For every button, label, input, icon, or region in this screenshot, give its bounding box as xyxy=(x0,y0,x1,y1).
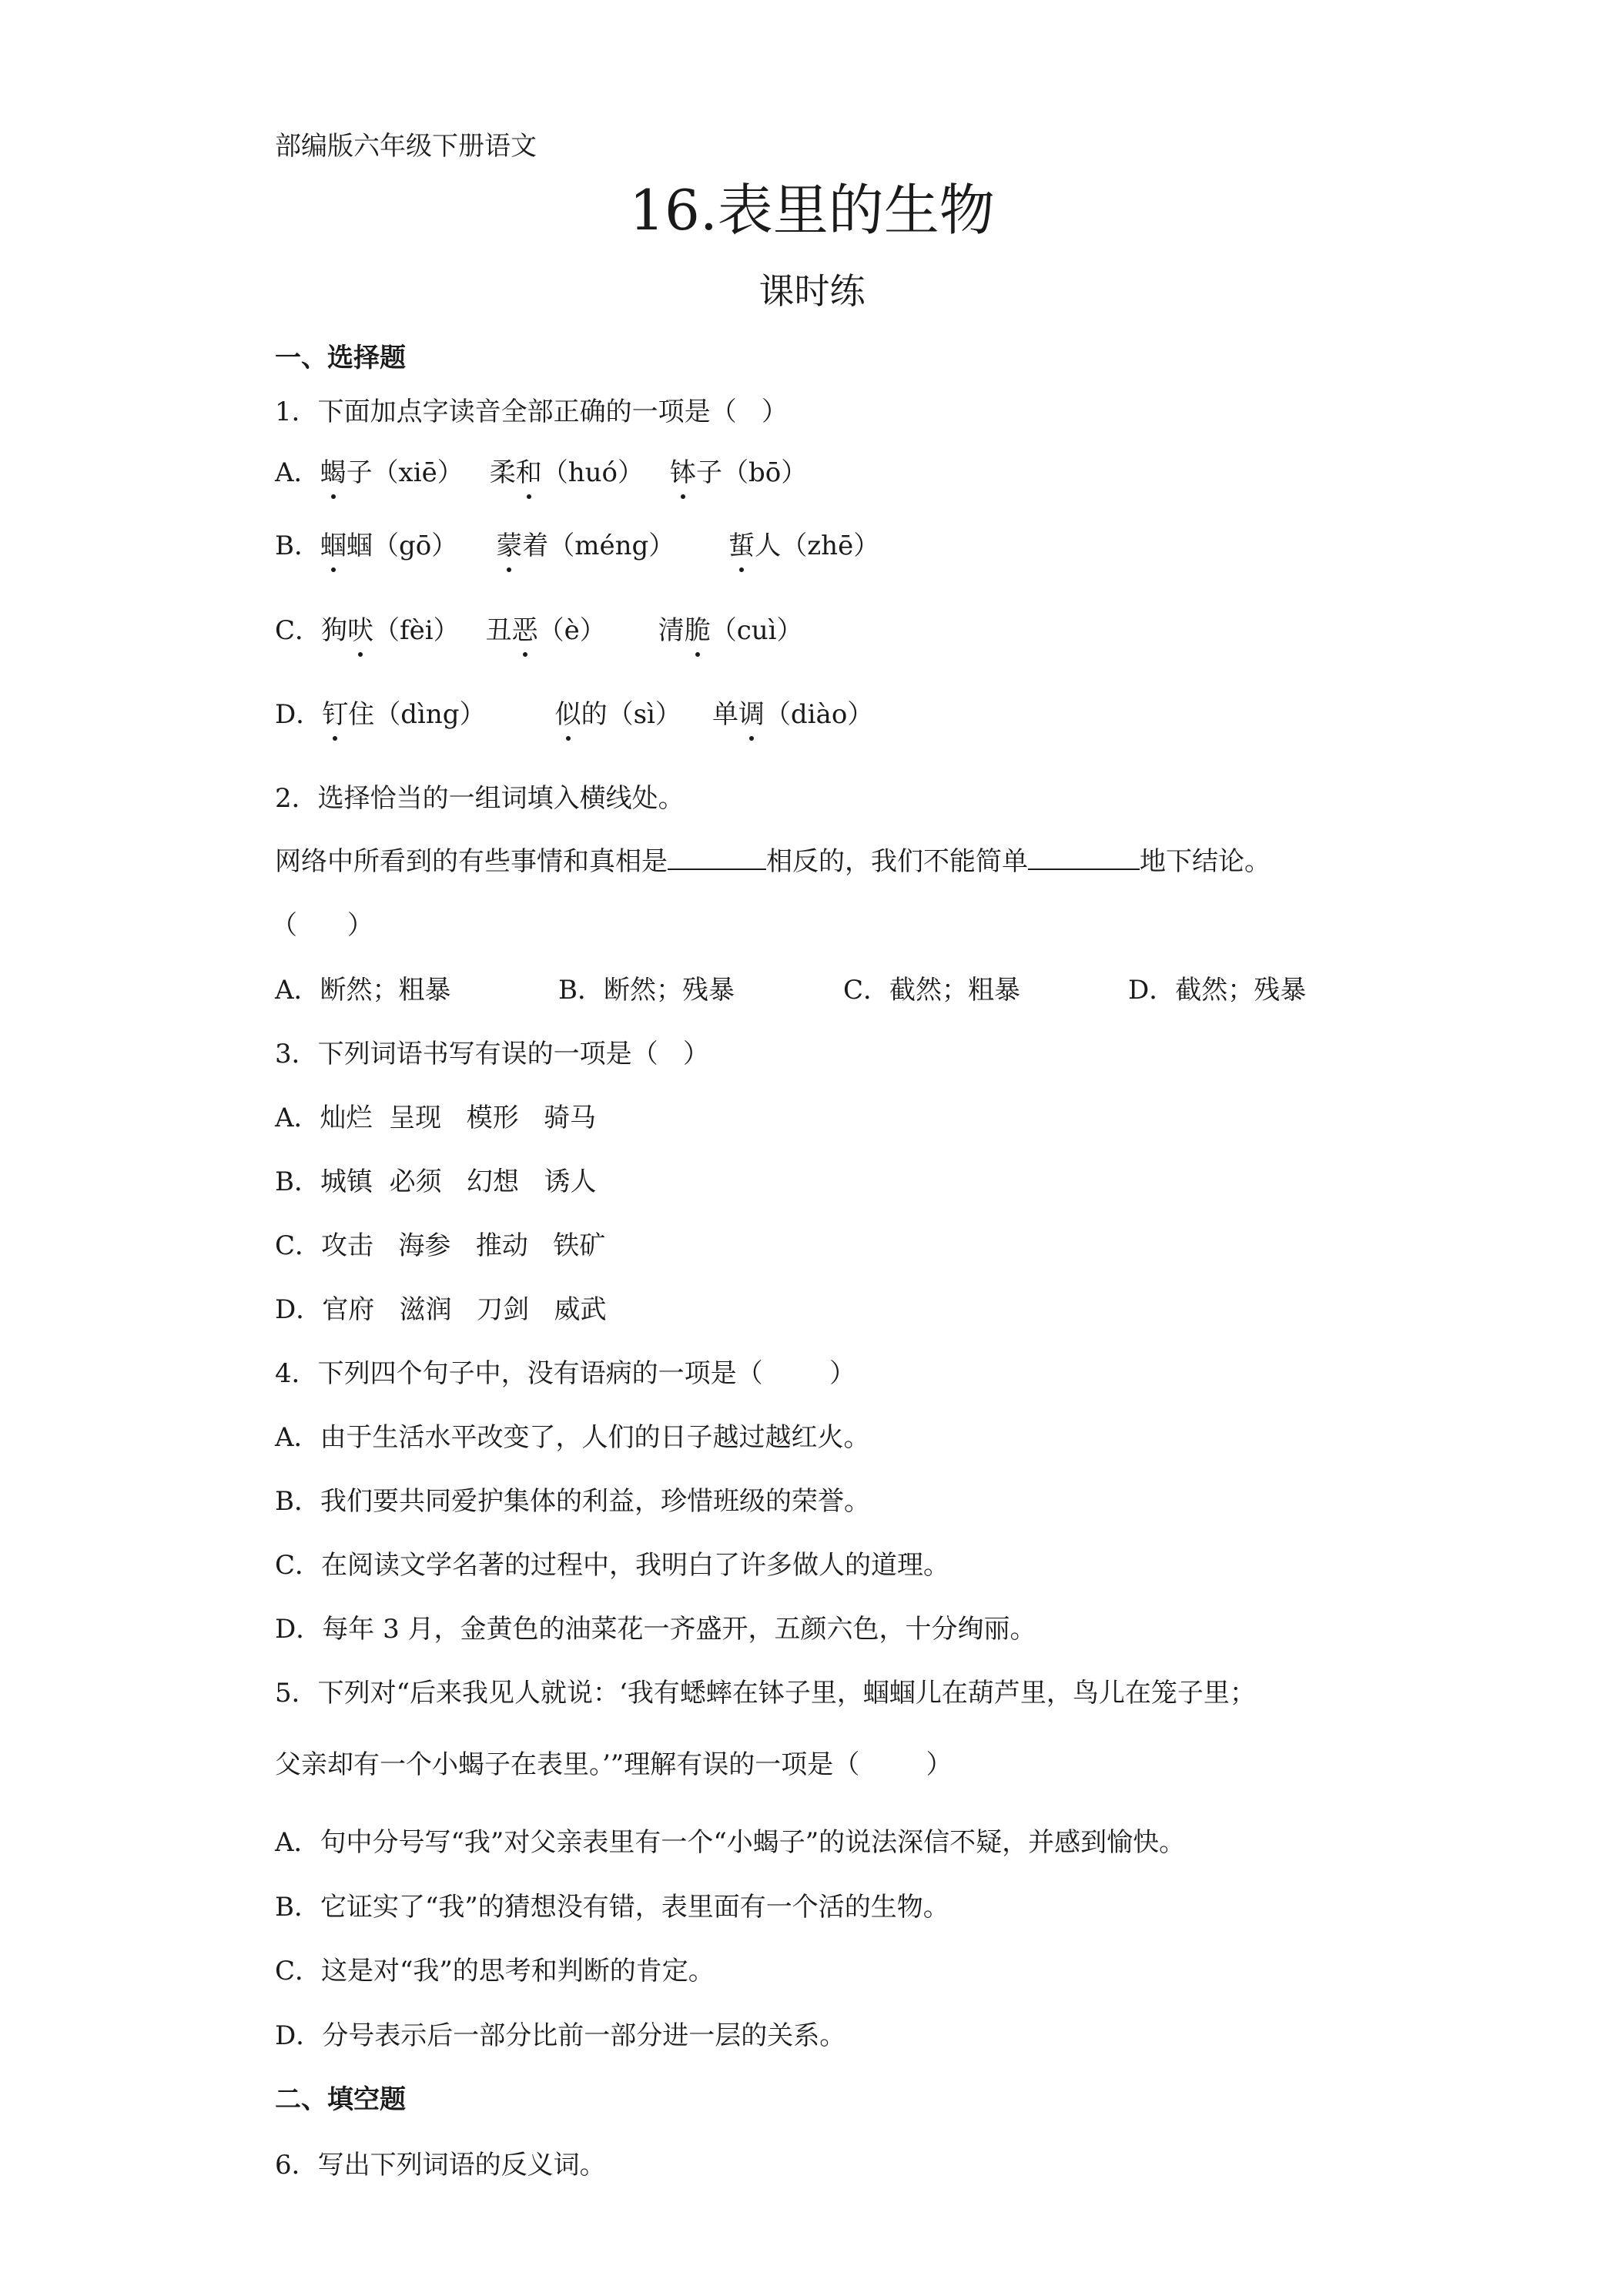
option-text: （huó） xyxy=(541,457,644,488)
option-text: 人（zhē） xyxy=(755,530,880,561)
q1-option-c xyxy=(275,614,803,648)
q1-stem: 1．下面加点字读音全部正确的一项是（ ） xyxy=(275,397,789,427)
option-label: A． xyxy=(275,457,320,488)
page-subtitle: 课时练 xyxy=(758,270,866,312)
q5-stem-line2: 父亲却有一个小蝎子在表里。’”理解有误的一项是（ ） xyxy=(275,1749,953,1780)
dotted-char: 和 xyxy=(515,457,542,488)
dotted-char: 似 xyxy=(554,699,581,730)
option-text: 子（xiē） xyxy=(346,457,464,488)
dotted-char: 蒙 xyxy=(496,530,523,561)
option-text: 清 xyxy=(658,615,685,646)
q5-option-b: B．它证实了“我”的猜想没有错，表里面有一个活的生物。 xyxy=(275,1892,949,1923)
q3-option-b: B．城镇 必须 幻想 诱人 xyxy=(275,1166,597,1197)
sentence-part: 网络中所看到的有些事情和真相是 xyxy=(275,846,668,877)
q2-option-a: A．断然；粗暴 xyxy=(275,975,451,1006)
option-label: C． xyxy=(275,615,322,646)
q2-option-d: D．截然；残暴 xyxy=(1128,975,1307,1006)
section-heading-fill: 二、填空题 xyxy=(275,2084,406,2115)
q5-stem-line1: 5．下列对“后来我见人就说：‘我有蟋蟀在钵子里，蝈蝈儿在葫芦里，鸟儿在笼子里； xyxy=(275,1678,1256,1709)
section-heading-choice: 一、选择题 xyxy=(275,343,406,373)
dotted-char: 蝎 xyxy=(320,457,347,488)
option-text: （è） xyxy=(537,615,606,646)
q4-option-c: C．在阅读文学名著的过程中，我明白了许多做人的道理。 xyxy=(275,1550,950,1581)
q6-stem: 6．写出下列词语的反义词。 xyxy=(275,2150,606,2181)
q5-option-c: C．这是对“我”的思考和判断的肯定。 xyxy=(275,1956,715,1986)
q2-stem: 2．选择恰当的一组词填入横线处。 xyxy=(275,783,685,814)
q2-option-c: C．截然；粗暴 xyxy=(843,975,1021,1006)
option-text: （diào） xyxy=(764,699,874,730)
dotted-char: 恶 xyxy=(511,615,538,646)
option-text: 丑 xyxy=(485,615,512,646)
fill-blank-1 xyxy=(668,845,766,870)
dotted-char: 钉 xyxy=(322,699,349,730)
q4-stem: 4．下列四个句子中，没有语病的一项是（ ） xyxy=(275,1358,856,1389)
sentence-part: 地下结论。 xyxy=(1140,846,1271,877)
q1-option-b xyxy=(275,529,879,563)
q1-option-a xyxy=(275,456,807,490)
dotted-char: 调 xyxy=(738,699,765,730)
option-text: 住（dìng） xyxy=(348,699,486,730)
option-text: 蝈（gō） xyxy=(347,530,458,561)
option-text: （cuì） xyxy=(710,615,803,646)
sentence-part: 相反的，我们不能简单 xyxy=(766,846,1028,877)
page-title: 16.表里的生物 xyxy=(629,178,995,243)
q2-sentence xyxy=(275,845,1271,879)
q3-option-a: A．灿烂 呈现 模形 骑马 xyxy=(275,1103,597,1133)
option-text: 柔 xyxy=(489,457,516,488)
dotted-char: 脆 xyxy=(684,615,711,646)
option-text: （fèi） xyxy=(373,615,460,646)
q4-option-b: B．我们要共同爱护集体的利益，珍惜班级的荣誉。 xyxy=(275,1486,870,1517)
q3-stem: 3．下列词语书写有误的一项是（ ） xyxy=(275,1039,710,1069)
option-text: 狗 xyxy=(321,615,348,646)
q2-option-b: B．断然；残暴 xyxy=(558,975,735,1006)
subject-label: 部编版六年级下册语文 xyxy=(275,131,537,162)
dotted-char: 钵 xyxy=(670,457,696,488)
fill-blank-2 xyxy=(1028,845,1140,870)
q5-option-d: D．分号表示后一部分比前一部分进一层的关系。 xyxy=(275,2020,846,2051)
q2-answer-paren: （ ） xyxy=(271,910,373,941)
option-text: 单 xyxy=(712,699,738,730)
dotted-char: 吠 xyxy=(347,615,374,646)
option-text: 着（méng） xyxy=(522,530,675,561)
option-label: D． xyxy=(275,699,323,730)
dotted-char: 蜇 xyxy=(728,530,755,561)
option-text: 子（bō） xyxy=(696,457,808,488)
q3-option-d: D．官府 滋润 刀剑 威武 xyxy=(275,1294,607,1325)
q4-option-a: A．由于生活水平改变了，人们的日子越过越红火。 xyxy=(275,1422,870,1453)
option-label: B． xyxy=(275,530,320,561)
q4-option-d: D．每年 3 月，金黄色的油菜花一齐盛开，五颜六色，十分绚丽。 xyxy=(275,1614,1036,1645)
q3-option-c: C．攻击 海参 推动 铁矿 xyxy=(275,1230,606,1261)
dotted-char: 蝈 xyxy=(320,530,347,561)
q1-option-d xyxy=(275,698,873,731)
q5-option-a: A．句中分号写“我”对父亲表里有一个“小蝎子”的说法深信不疑，并感到愉快。 xyxy=(275,1827,1186,1858)
option-text: 的（sì） xyxy=(581,699,681,730)
